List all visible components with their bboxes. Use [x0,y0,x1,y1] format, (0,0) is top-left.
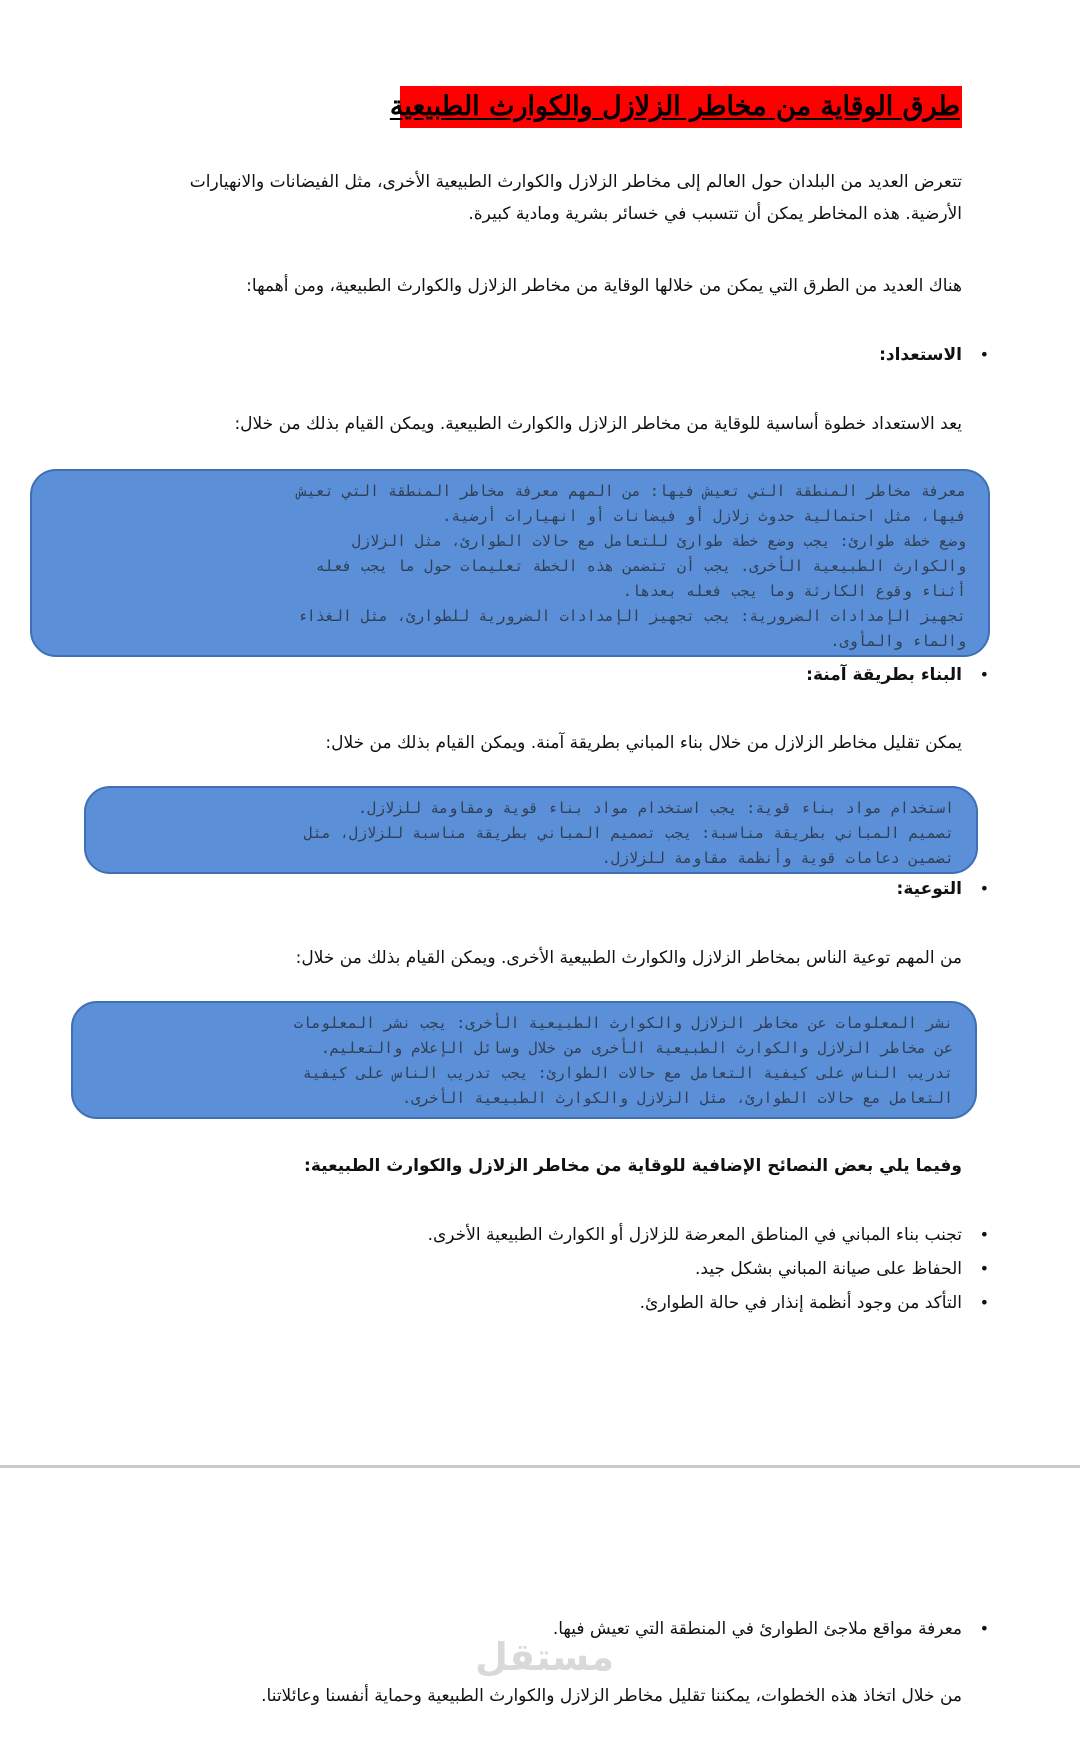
list-item-text: تجنب بناء المباني في المناطق المعرضة للزلازل أو الكوارث الطبيعية الأخرى. [427,1225,962,1245]
tips-list [162,1218,989,1320]
box-line: معرفة مخاطر المنطقة التي تعيش فيها: من المهم معرفة مخاطر المنطقة التي تعيش [297,482,966,500]
page-divider [0,1465,1080,1468]
box-line: والكوارث الطبيعية الأخرى. يجب أن تتضمن هذه الخطة تعليمات حول ما يجب فعله [315,557,966,575]
list-item-text: الحفاظ على صيانة المباني بشكل جيد. [695,1259,962,1279]
box-line: فيها، مثل احتمالية حدوث زلازل أو فيضانات أو انهيارات أرضية. [442,507,966,525]
box-line: تضمين دعامات قوية وأنظمة مقاومة للزلازل. [601,849,954,867]
box-line: تدريب الناس على كيفية التعامل مع حالات الطوارئ: يجب تدريب الناس على كيفية [302,1064,953,1082]
methods-intro: هناك العديد من الطرق التي يمكن من خلالها الوقاية من مخاطر الزلازل والكوارث الطبيعية، ومن أهمها: [246,276,962,296]
list-item-text: معرفة مواقع ملاجئ الطوارئ في المنطقة التي تعيش فيها. [552,1619,962,1639]
bullet-icon: • [979,345,989,364]
conclusion: من خلال اتخاذ هذه الخطوات، يمكننا تقليل مخاطر الزلازل والكوارث الطبيعية وحماية أنفسنا وعائلاتنا. [261,1686,962,1706]
box-line: تجهيز الإمدادات الضرورية: يجب تجهيز الإمدادات الضرورية للطوارئ، مثل الغذاء [297,607,966,625]
safe-building-text: يمكن تقليل مخاطر الزلازل من خلال بناء المباني بطريقة آمنة. ويمكن القيام بذلك من خلال: [325,733,962,753]
list-item-text: التأكد من وجود أنظمة إنذار في حالة الطوارئ. [639,1293,962,1313]
box-line: نشر المعلومات عن مخاطر الزلازل والكوارث الطبيعية الأخرى: يجب نشر المعلومات [293,1014,953,1032]
box-line: التعامل مع حالات الطوارئ، مثل الزلازل والكوارث الطبيعية الأخرى. [402,1089,953,1107]
page-title: طرق الوقاية من مخاطر الزلازل والكوارث الطبيعية [400,86,962,128]
section-heading-awareness [162,876,989,902]
bullet-icon: • [979,665,989,684]
section-heading-preparedness [162,342,989,368]
heading-text: التوعية: [896,879,962,899]
tips-heading: وفيما يلي بعض النصائح الإضافية للوقاية من مخاطر الزلازل والكوارث الطبيعية: [304,1156,962,1176]
preparedness-text: يعد الاستعداد خطوة أساسية للوقاية من مخاطر الزلازل والكوارث الطبيعية. ويمكن القيام بذلك من خلال: [234,414,962,434]
awareness-text: من المهم توعية الناس بمخاطر الزلازل والكوارث الطبيعية الأخرى. ويمكن القيام بذلك من خلال: [295,948,962,968]
watermark-logo: مستقل [475,1635,614,1679]
bullet-icon: • [979,879,989,898]
box-line: استخدام مواد بناء قوية: يجب استخدام مواد بناء قوية ومقاومة للزلازل. [357,799,954,817]
section-heading-safe-building [162,662,989,688]
list-item [162,1252,989,1286]
list-item [162,1218,989,1252]
box-line: عن مخاطر الزلازل والكوارث الطبيعية الأخرى من خلال وسائل الإعلام والتعليم. [320,1039,953,1057]
intro-line-2: الأرضية. هذه المخاطر يمكن أن تتسبب في خسائر بشرية ومادية كبيرة. [468,204,962,224]
bullet-icon: • [979,1619,989,1638]
box-line: أثناء وقوع الكارثة وما يجب فعله بعدها. [622,582,966,600]
bullet-icon: • [979,1225,989,1244]
list-item [162,1286,989,1320]
box-line: تصميم المباني بطريقة مناسبة: يجب تصميم المباني بطريقة مناسبة للزلازل، مثل [303,824,954,842]
safe-building-box [84,786,978,874]
intro-line-1: تتعرض العديد من البلدان حول العالم إلى مخاطر الزلازل والكوارث الطبيعية الأخرى، مثل الفيضانات والانهيارات [189,172,962,192]
awareness-box [71,1001,977,1119]
heading-text: الاستعداد: [879,345,962,365]
box-line: والماء والمأوى. [830,632,966,650]
box-line: وضع خطة طوارئ: يجب وضع خطة طوارئ للتعامل مع حالات الطوارئ، مثل الزلازل [351,532,966,550]
heading-text: البناء بطريقة آمنة: [806,665,962,685]
preparedness-box [30,469,990,657]
intro-paragraph [132,166,962,230]
bullet-icon: • [979,1293,989,1312]
bullet-icon: • [979,1259,989,1278]
